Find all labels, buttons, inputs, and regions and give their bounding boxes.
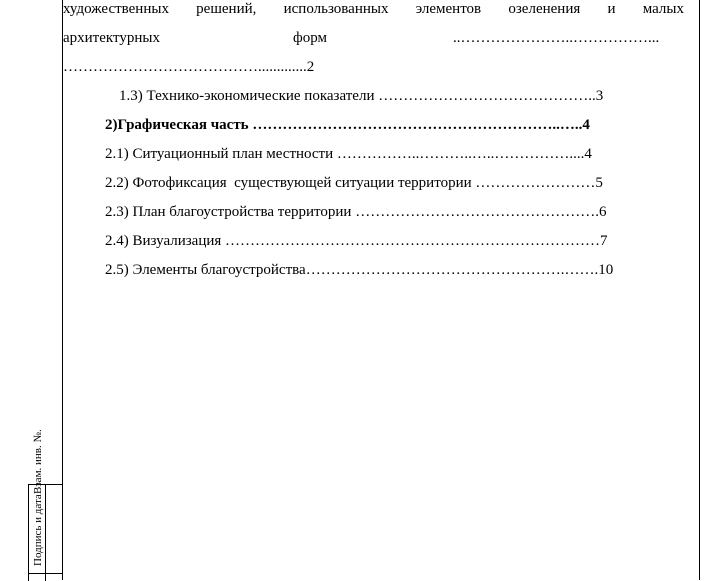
intro-line-2-dots: ..…………………..……………... (453, 30, 660, 46)
intro-line-2-word-2: форм (293, 30, 327, 46)
toc-item-2-3[interactable]: 2.3) План благоустройства территории ………………………………………….6 (105, 204, 607, 220)
intro-line-3: ………………………………….............2 (63, 59, 315, 75)
intro-word: элементов (415, 1, 482, 17)
intro-word: озеленения (508, 1, 581, 17)
side-stamp-row-divider (29, 573, 63, 574)
toc-item-1-3[interactable]: 1.3) Технико-экономические показатели ……………………………………..3 (119, 88, 604, 104)
side-stamp-signature-label: Подпись и дата (32, 494, 44, 566)
toc-item-2-1[interactable]: 2.1) Ситуационный план местности ……………..………..…..……………....4 (105, 146, 592, 162)
intro-line-1 (63, 0, 684, 18)
intro-word: художественных (63, 1, 169, 17)
toc-item-2-2[interactable]: 2.2) Фотофиксация существующей ситуации территории ……………………5 (105, 175, 603, 191)
page-frame-right-border (699, 0, 700, 580)
side-stamp-inv-label: Взам. инв. №. (32, 429, 44, 494)
intro-word: и (607, 1, 616, 17)
side-stamp-divider (45, 485, 46, 581)
intro-word: решений, (196, 1, 257, 17)
toc-item-2-4[interactable]: 2.4) Визуализация …………………………………………………………………7 (105, 233, 608, 249)
toc-item-2-5[interactable]: 2.5) Элементы благоустройства…………………………………………….…….10 (105, 262, 614, 278)
intro-line-2-word-1: архитектурных (63, 30, 160, 46)
toc-item-2[interactable]: 2)Графическая часть ……………………………………………………..…..4 (105, 117, 590, 133)
intro-word: использованных (283, 1, 389, 17)
intro-word: малых (642, 1, 684, 17)
